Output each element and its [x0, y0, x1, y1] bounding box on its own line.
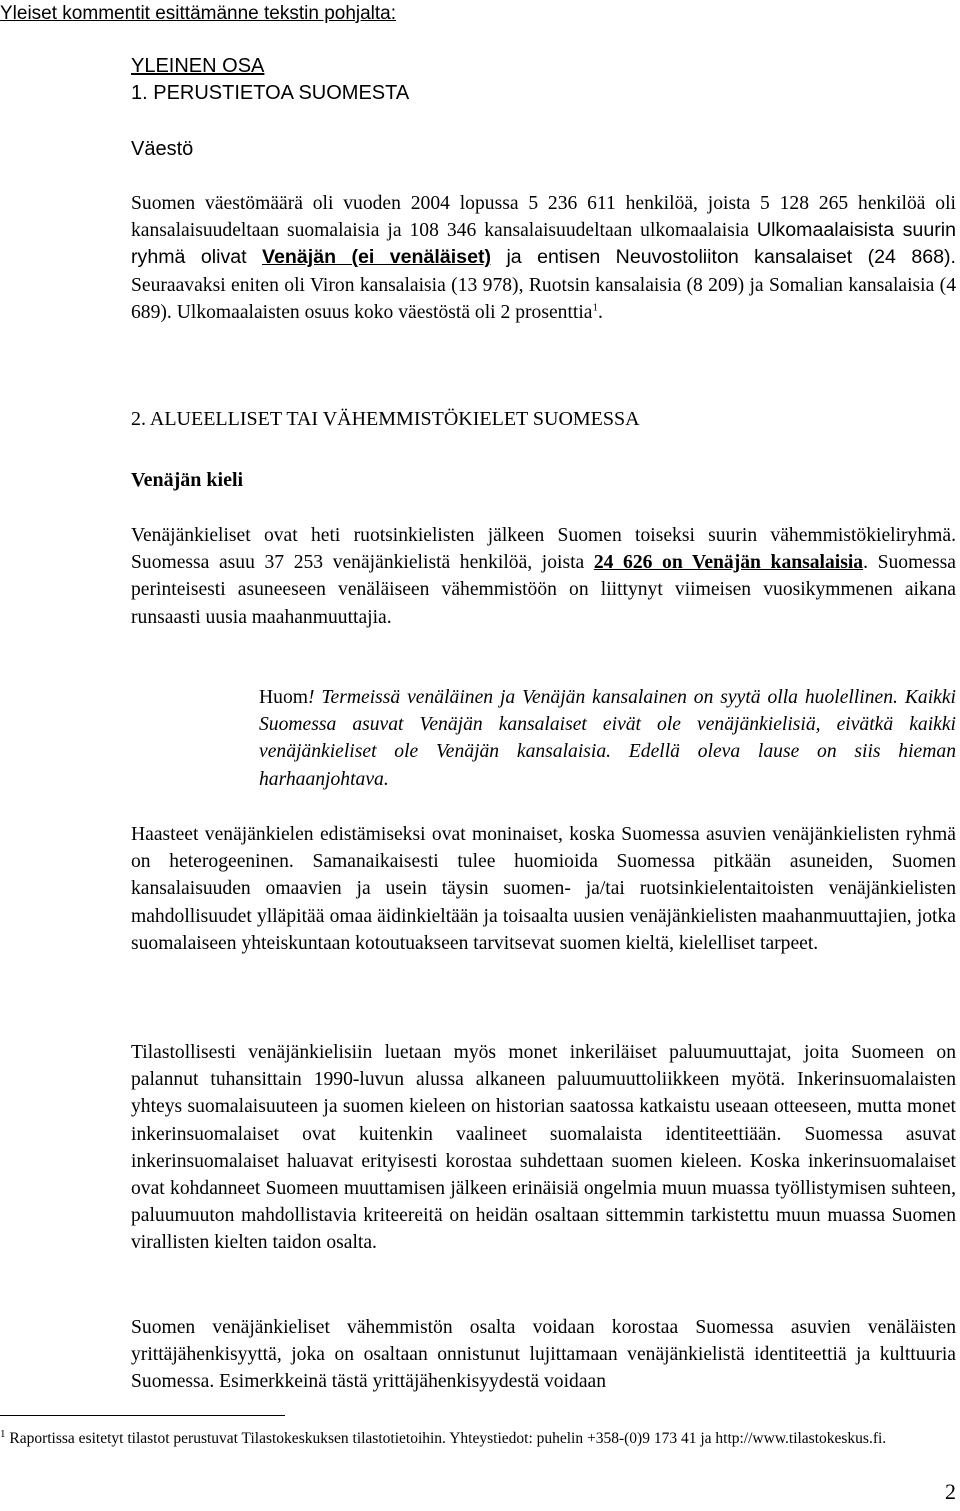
note-paragraph — [259, 684, 956, 793]
page-number: 2 — [945, 1479, 956, 1504]
footnote-marker: 1 — [0, 1427, 6, 1440]
note-label: Huom — [259, 687, 308, 708]
section-2-heading: 2. ALUEELLISET TAI VÄHEMMISTÖKIELET SUOMESSA — [131, 408, 640, 430]
section-general-heading — [131, 53, 264, 79]
russian-text-3: . Suomessa perinteisesti asuneeseen venäläiseen vähemmistöön on liittynyt viimeisen vuosikymmenen aikana runsaasti uusia maahanmuuttajia. — [131, 552, 956, 628]
russian-speakers-paragraph — [131, 522, 956, 631]
population-text-8: . — [597, 301, 603, 323]
population-text-5: Seuraavaksi eniten oli Viron kansalaisia (13 978), Ruotsin kansalaisia (8 209) ja Somalian kansalaisia (4 689). — [131, 274, 956, 323]
footnote — [0, 1427, 900, 1450]
footnote-divider — [0, 1415, 285, 1416]
population-text-1: Suomen väestömäärä oli vuoden 2004 lopussa 5 236 611 henkilöä, joista 5 128 265 henkilöä oli kansalaisuudeltaan suomalaisia ja 108 346 kansalaisuudeltaan ulkomaalaisia — [131, 193, 956, 242]
footnote-text: Raportissa esitetyt tilastot perustuvat Tilastokeskuksen tilastotietoihin. Yhteystiedot: puhelin +358-(0)9 173 41 ja http://www.tilastokeskus.fi. — [5, 1430, 887, 1447]
footnote-reference: 1 — [592, 301, 598, 314]
russian-citizens-count-emphasis: 24 626 on Venäjän kansalaisia — [593, 552, 864, 574]
header-note — [0, 2, 396, 26]
section-general-text: YLEINEN OSA — [131, 55, 265, 77]
population-text-6: Ulkomaalaisten osuus koko väestöstä oli 2 prosenttia — [176, 301, 593, 323]
population-text-4: ja entisen Neuvostoliiton kansalaiset (24 868). — [491, 246, 956, 269]
entrepreneurship-paragraph: Suomen venäjänkieliset vähemmistön osalta voidaan korostaa Suomessa asuvien venäläisten yrittäjähenkisyyttä, joka on osaltaan onnistunut lujittamaan venäjänkielistä identiteettiä ja kulttuuria Suomessa. Esimerkkeinä tästä yrittäjähenkisyydestä voidaan — [131, 1317, 956, 1393]
population-subheading: Väestö — [131, 138, 194, 160]
note-text: ! Termeissä venäläinen ja Venäjän kansalainen on syytä olla huolellinen. Kaikki Suomessa asuvat Venäjän kansalaiset eivät ole venäjänkielisiä, eivätkä kaikki venäjänkieliset ole Venäjän kansalaisia. Edellä oleva lause on siis hieman harhaanjohtava. — [259, 687, 956, 790]
russia-citizens-emphasis: Venäjän (ei venäläiset) — [262, 246, 492, 269]
russian-language-subheading: Venäjän kieli — [131, 469, 244, 491]
population-paragraph — [131, 190, 956, 326]
population-text-2: Ulkomaalaisista suurin ryhmä olivat — [131, 219, 956, 269]
challenges-paragraph: Haasteet venäjänkielen edistämiseksi ovat moninaiset, koska Suomessa asuvien venäjänkielisten ryhmä on heterogeeninen. Samanaikaisesti tulee huomioida Suomessa pitkään asuneiden, Suomen kansalaisuuden omaavien ja usein täysin suomen- ja/tai ruotsinkielentaitoisten venäjänkielisten mahdollisuudet ylläpitää omaa äidinkieltään ja toisaalta uusien venäjänkielisten maahanmuuttajien, jotka suomalaiseen yhteiskuntaan kotoutuakseen tarvitsevat suomen kieltä, kielelliset tarpeet. — [131, 824, 956, 954]
header-note-text: Yleiset kommentit esittämänne tekstin pohjalta: — [0, 3, 397, 24]
section-1-heading: 1. PERUSTIETOA SUOMESTA — [131, 82, 410, 104]
russian-text-1: Venäjänkieliset ovat heti ruotsinkielisten jälkeen Suomen toiseksi suurin vähemmistökieliryhmä. Suomessa asuu 37 253 venäjänkielistä henkilöä, joista — [131, 525, 956, 574]
ingrian-paragraph: Tilastollisesti venäjänkielisiin luetaan myös monet inkeriläiset paluumuuttajat, joita Suomeen on palannut tuhansittain 1990-luvun alussa alkaneen paluumuuttoliikkeen myötä. Inkerinsuomalaisten yhteys suomalaisuuteen ja suomen kieleen on historian saatossa katkaistu useaan otteeseen, mutta monet inkerinsuomalaiset ovat kuitenkin vaalineet suomalaista identiteettiään. Suomessa asuvat inkerinsuomalaiset haluavat erityisesti korostaa suhdettaan suomen kieleen. Koska inkerinsuomalaiset ovat kohdanneet Suomeen muuttamisen jälkeen erinäisiä ongelmia muun muassa työllistymisen suhteen, paluumuuton mahdollistavia kriteereitä on heidän osaltaan sittemmin tarkistettu muun muassa Suomen virallisten kielten taidon osalta. — [131, 1042, 956, 1254]
